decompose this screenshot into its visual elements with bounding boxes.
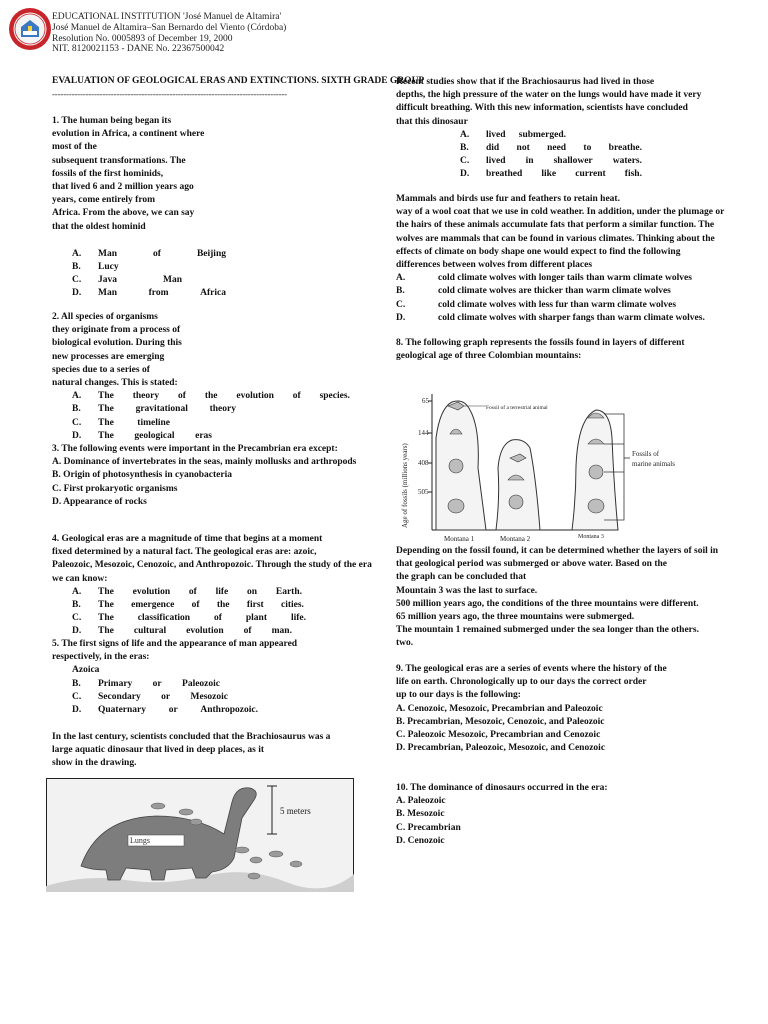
q6-option-d[interactable]: D. breathed like current fish.	[460, 169, 642, 180]
q6-line: large aquatic dinosaur that lived in deep places, as it	[52, 745, 265, 756]
question-1	[52, 115, 372, 301]
tick-144: 144	[418, 429, 429, 437]
y-axis-label: Age of fossils (millions years)	[401, 443, 409, 528]
q9-line: life on earth. Chronologically up to our days the correct order	[396, 677, 647, 688]
lungs-label: Lungs	[130, 836, 150, 845]
q7-line: effects of climate on body shape one would expect to find the following	[396, 246, 681, 257]
q6b-line: Recent studies show that if the Brachiosaurus had lived in those	[396, 77, 655, 87]
tick-505: 505	[418, 488, 429, 496]
q1-line: subsequent transformations. The	[52, 155, 186, 166]
q1-line: years, come entirely from	[52, 195, 156, 206]
q6-line: show in the drawing.	[52, 758, 137, 769]
q8-option-a[interactable]: Mountain 3 was the last to surface.	[396, 585, 538, 596]
question-8	[396, 337, 768, 363]
q2-line: species due to a series of	[52, 364, 150, 375]
q8-option-b[interactable]: 500 million years ago, the conditions of the three mountains were different.	[396, 598, 699, 609]
q5-option-c[interactable]: C. Secondary or Mesozoic	[72, 691, 228, 702]
mountain-2-label: Montana 2	[500, 535, 531, 543]
q2-line: biological evolution. During this	[52, 338, 182, 349]
header-line-1: EDUCATIONAL INSTITUTION 'José Manuel de Altamira'	[52, 12, 282, 22]
q1-option-c[interactable]: C. Java Man	[72, 275, 182, 286]
q1-line: evolution in Africa, a continent where	[52, 129, 205, 140]
q8-after-line: Depending on the fossil found, it can be determined whether the layers of soil in	[396, 546, 719, 556]
q4-option-a[interactable]: A. The evolution of life on Earth.	[72, 586, 302, 597]
terrestrial-fossil-label: Fossil of a terrestrial animal	[486, 405, 548, 411]
q9-line: up to our days is the following:	[396, 690, 521, 701]
mountain-fossils-diagram	[396, 388, 696, 544]
q4-line: fixed determined by a natural fact. The geological eras are: azoic,	[52, 547, 317, 558]
q9-option-b[interactable]: B. Precambrian, Mesozoic, Cenozoic, and Paleozoic	[396, 716, 605, 727]
q3-option-c[interactable]: C. First prokaryotic organisms	[52, 483, 178, 494]
q6-option-a[interactable]: A. lived submerged.	[460, 129, 566, 140]
institution-seal-logo	[8, 7, 52, 51]
header-line-2: José Manuel de Altamira–San Bernardo del Viento (Córdoba)	[52, 22, 287, 33]
q8-after-line: that geological period was submerged or above water. Based on the	[396, 559, 668, 570]
q7-line: Mammals and birds use fur and feathers to retain heat.	[396, 194, 620, 204]
q7-option-c[interactable]: C. cold climate wolves with less fur than warm climate wolves	[396, 299, 677, 310]
q6b-line: difficult breathing. With this new information, scientists have concluded	[396, 103, 688, 114]
q1-line: Africa. From the above, we can say	[52, 208, 195, 219]
q1-line: that lived 6 and 2 million years ago	[52, 182, 194, 193]
q2-option-c[interactable]: C. The timeline	[72, 417, 170, 428]
q7-option-a[interactable]: A. cold climate wolves with longer tails than warm climate wolves	[396, 273, 692, 284]
q8-line: geological age of three Colombian mountains:	[396, 351, 582, 362]
q4-line: Paleozoic, Mesozoic, Cenozoic, and Anthropozoic. Through the study of the era	[52, 560, 372, 571]
q5-line: 5. The first signs of life and the appearance of man appeared	[52, 639, 298, 649]
q6-option-c[interactable]: C. lived in shallower waters.	[460, 156, 642, 167]
q2-option-a[interactable]: A. The theory of the evolution of species.	[72, 391, 350, 402]
q5-option-b[interactable]: B. Primary or Paleozoic	[72, 678, 220, 689]
q10-option-d[interactable]: D. Cenozoic	[396, 835, 445, 846]
q4-option-b[interactable]: B. The emergence of the first cities.	[72, 600, 304, 611]
q10-option-c[interactable]: C. Precambrian	[396, 822, 461, 833]
q6b-line: depths, the high pressure of the water on the lungs would have made it very	[396, 90, 702, 101]
q1-line: that the oldest hominid	[52, 221, 146, 232]
q7-line: way of a wool coat that we use in cold weather. In addition, under the plumage or	[396, 207, 725, 218]
q5-option-d[interactable]: D. Quaternary or Anthropozoic.	[72, 705, 258, 716]
q2-line: natural changes. This is stated:	[52, 378, 178, 389]
mountain-3-label: Montana 3	[578, 534, 604, 540]
q6-line: In the last century, scientists concluded that the Brachiosaurus was a	[52, 732, 331, 742]
question-6-stem	[52, 731, 392, 771]
marine-fossils-label-2: marine animals	[632, 460, 675, 468]
q1-line: fossils of the first hominids,	[52, 168, 164, 179]
question-10	[396, 782, 768, 848]
header-line-3: Resolution No. 0005893 of December 19, 2000	[52, 33, 233, 44]
title-divider: ------------------------------------------------------------------------------------	[52, 89, 287, 99]
question-9	[396, 663, 768, 755]
q1-line: 1. The human being began its	[52, 116, 172, 126]
q2-option-d[interactable]: D. The geological eras	[72, 430, 212, 441]
header-line-4: NIT. 8120021153 - DANE No. 22367500042	[52, 44, 225, 55]
q5-line: respectively, in the eras:	[52, 652, 150, 663]
q6-option-b[interactable]: B. did not need to breathe.	[460, 143, 642, 154]
q1-option-b[interactable]: B. Lucy	[72, 262, 119, 273]
q8-option-d[interactable]: The mountain 1 remained submerged under the sea longer than the others.	[396, 625, 699, 636]
q4-line: we can know:	[52, 573, 108, 584]
q1-line: most of the	[52, 142, 97, 153]
tick-65: 65	[422, 397, 429, 405]
q7-line: wolves are mammals that can be found in various climates. Thinking about the	[396, 233, 715, 244]
q3-option-d[interactable]: D. Appearance of rocks	[52, 496, 147, 507]
q2-line: 2. All species of organisms	[52, 312, 158, 322]
depth-label: 5 meters	[280, 806, 311, 816]
q10-stem: 10. The dominance of dinosaurs occurred in the era:	[396, 783, 608, 793]
q9-option-c[interactable]: C. Paleozoic Mesozoic, Precambrian and Cenozoic	[396, 730, 601, 741]
q2-option-b[interactable]: B. The gravitational theory	[72, 404, 236, 415]
question-8-options	[396, 545, 768, 651]
q6b-line: that this dinosaur	[396, 116, 468, 127]
q4-option-d[interactable]: D. The cultural evolution of man.	[72, 626, 292, 637]
exam-title: EVALUATION OF GEOLOGICAL ERAS AND EXTINCTIONS. SIXTH GRADE GROUP	[52, 76, 425, 86]
q3-stem: 3. The following events were important in the Precambrian era except:	[52, 444, 338, 454]
q2-line: they originate from a process of	[52, 325, 181, 336]
question-7	[396, 193, 768, 325]
q1-option-d[interactable]: D. Man from Africa	[72, 288, 226, 299]
q1-option-a[interactable]: A. Man of Beijing	[72, 248, 226, 259]
q4-line: 4. Geological eras are a magnitude of time that begins at a moment	[52, 534, 323, 544]
question-3	[52, 443, 402, 509]
q7-line: the hairs of these animals accumulate fats that perform a similar function. The	[396, 220, 715, 231]
question-6-continued	[396, 76, 768, 182]
q9-line: 9. The geological eras are a series of events where the history of the	[396, 664, 667, 674]
q2-line: new processes are emerging	[52, 351, 165, 362]
brachiosaurus-figure	[46, 778, 354, 892]
q7-option-b[interactable]: B. cold climate wolves are thicker than warm climate wolves	[396, 286, 671, 297]
q9-option-a[interactable]: A. Cenozoic, Mesozoic, Precambrian and Paleozoic	[396, 703, 603, 714]
question-5	[52, 638, 382, 717]
q9-option-d[interactable]: D. Precambrian, Paleozoic, Mesozoic, and Cenozoic	[396, 743, 606, 754]
marine-fossils-label-1: Fossils of	[632, 450, 660, 458]
question-2	[52, 311, 382, 443]
question-4	[52, 533, 412, 639]
q7-option-d[interactable]: D. cold climate wolves with sharper fangs than warm climate wolves.	[396, 312, 705, 323]
mountain-1-label: Montana 1	[444, 535, 475, 543]
q3-option-a[interactable]: A. Dominance of invertebrates in the seas, mainly mollusks and arthropods	[52, 457, 357, 468]
tick-408: 408	[418, 459, 429, 467]
q8-line: 8. The following graph represents the fossils found in layers of different	[396, 338, 685, 348]
q8-stray-text: two.	[396, 638, 414, 649]
q4-option-c[interactable]: C. The classification of plant life.	[72, 613, 306, 624]
q10-option-a[interactable]: A. Paleozoic	[396, 796, 446, 807]
q8-option-c[interactable]: 65 million years ago, the three mountains were submerged.	[396, 612, 635, 623]
q8-after-line: the graph can be concluded that	[396, 572, 527, 583]
q5-option-a[interactable]: Azoica	[72, 665, 100, 676]
q3-option-b[interactable]: B. Origin of photosynthesis in cyanobacteria	[52, 470, 232, 481]
school-header	[52, 12, 286, 55]
q10-option-b[interactable]: B. Mesozoic	[396, 809, 445, 820]
q7-line: differences between wolves from different places	[396, 260, 593, 271]
